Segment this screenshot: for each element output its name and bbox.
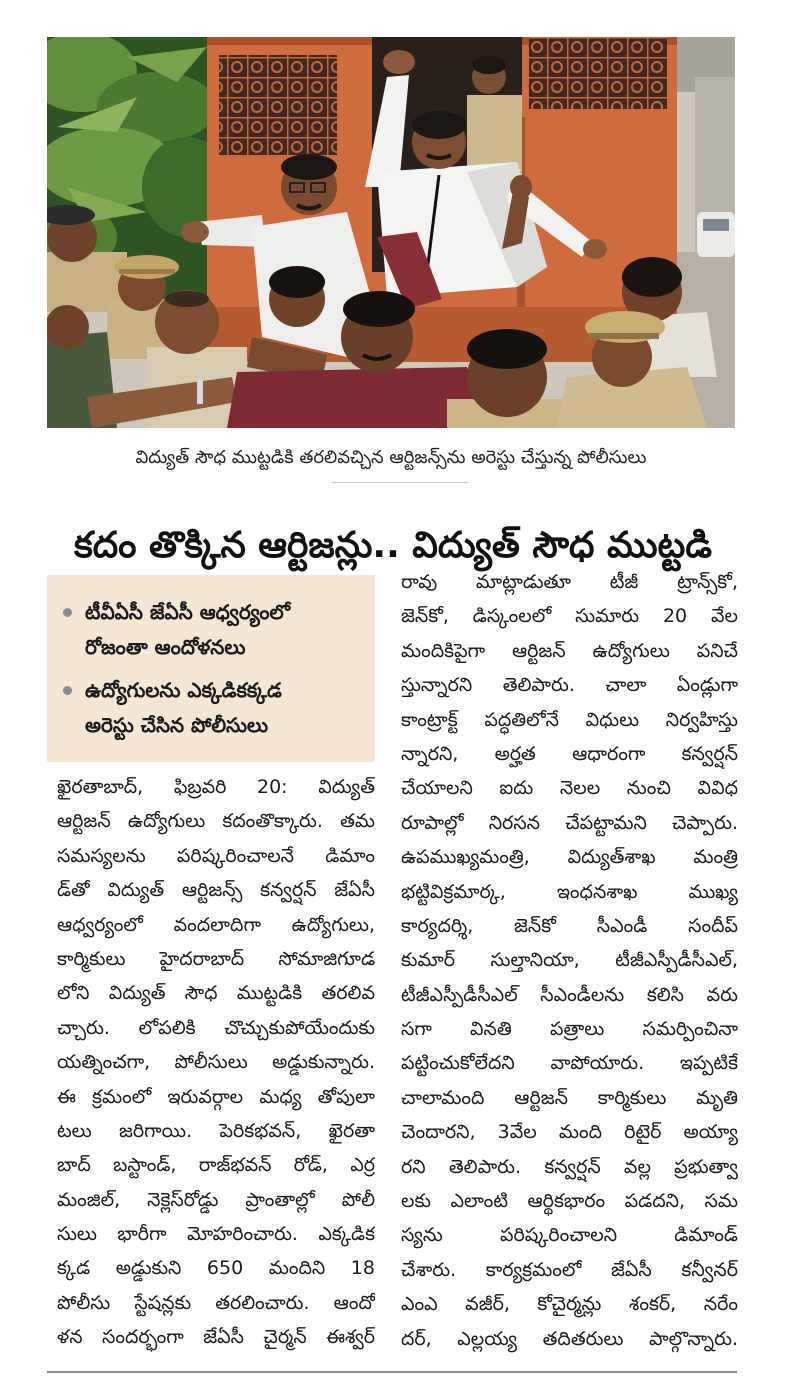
body-line: జెన్‌కో, డిస్కంలలో సుమారు 20 వేల [401,605,738,628]
body-line: ఎంఎ వజీర్, కోచైర్మన్లు శంకర్, నరేం [401,1293,738,1316]
body-line: క్కడ అడ్డుకుని 650 మందిని 18 [57,1257,375,1280]
body-line: ఈ క్రమంలో ఇరువర్గాల మధ్య తోపులా [57,1085,375,1108]
body-line: భట్టివిక్రమార్క, ఇంధనశాఖ ముఖ్య [401,880,738,903]
body-line: టలు జరిగాయి. పెరికభవన్, ఖైరతా [57,1119,375,1142]
body-line: సులు భారీగా మోహరించారు. ఎక్కడిక [57,1223,375,1246]
article-column-left [57,770,375,1355]
body-line: స్యను పరిష్కరించాలని డిమాండ్ [401,1224,738,1247]
body-line: చెందారని, 3వేల మంది రిటైర్ అయ్యా [401,1121,738,1144]
highlight-line: ఉద్యోగులను ఎక్కడికక్కడ [85,678,282,702]
body-line: పోలీసు స్టేషన్లకు తరలించారు. ఆందో [57,1291,375,1314]
highlights-box [47,575,375,762]
body-line: టీజీఎస్పీడీసీఎల్ సీఎండీలను కలిసి వరు [401,983,738,1006]
body-line: మందికిపైగా ఆర్టిజన్ ఉద్యోగులు పనిచే [401,639,738,662]
body-line: సమస్యలను పరిష్కరించాలనే డిమాం [57,844,375,867]
headline: కదం తొక్కిన ఆర్టిజన్లు.. విద్యుత్ సౌధ ముట్టడి [74,525,712,567]
photo-illustration [47,37,735,428]
body-line: న్నారని, అర్హత ఆధారంగా కన్వర్షన్ [401,742,738,765]
body-line: పట్టించుకోలేదని వాపోయారు. ఇప్పటికే [401,1052,738,1075]
body-line: కుమార్ సుల్తానియా, టీజీఎస్పీడీసీఎల్, [401,949,738,972]
body-line: కాంట్రాక్ట్ పద్ధతిలోనే విధులు నిర్వహిస్తు [401,708,738,731]
body-line: లోని విద్యుత్ సౌధ ముట్టడికి తరలివ [57,982,375,1005]
highlight-item [47,673,367,743]
news-photo [47,37,735,428]
highlight-line: అరెస్టు చేసిన పోలీసులు [85,713,269,737]
body-line: బాద్ బస్టాండ్, రాజ్‌భవన్ రోడ్, ఎర్ర [57,1154,375,1177]
body-line: రావు మాట్లాడుతూ టీజీ ట్రాన్స్‌కో, [401,571,738,593]
body-line: చేశారు. కార్యక్రమంలో జేఏసీ కన్వీనర్ [401,1258,738,1281]
body-line: ళన సందర్భంగా జేఏసీ చైర్మన్ ఈశ్వర్ [57,1326,375,1349]
highlight-item [47,595,367,665]
photo-caption: విద్యుత్ సౌధ ముట్టడికి తరలివచ్చిన ఆర్టిజన్స్‌ను అరెస్టు చేస్తున్న పోలీసులు [135,447,647,468]
body-line: ఖైరతాబాద్, ఫిబ్రవరి 20: విద్యుత్ [57,776,375,798]
body-line: దర్, ఎల్లయ్య తదితరులు పాల్గొన్నారు. [401,1327,738,1350]
bullet-dot-icon [63,686,72,695]
body-line: సగా వినతి పత్రాలు సమర్పించినా [401,1018,738,1041]
body-line: మంజిల్, నెక్లెస్‌రోడ్డు ప్రాంతాల్లో పోలీ [57,1188,375,1211]
body-line: చేయాలని ఐదు నెలల నుంచి వివిధ [401,777,738,800]
body-line: కార్యదర్శి, జెన్‌కో సీఎండీ సందీప్ [401,914,738,937]
body-line: చాలామంది ఆర్టిజన్ కార్మికులు మృతి [401,1086,738,1109]
article-column-right [401,565,738,1356]
body-line: రూపాల్లో నిరసన చేపట్టామని చెప్పారు. [401,811,738,834]
body-line: స్తున్నారని తెలిపారు. చాలా ఏండ్లుగా [401,674,738,697]
highlight-line: రోజంతా ఆందోళనలు [85,635,246,659]
body-line: చ్చారు. లోపలికి చొచ్చుకుపోయేందుకు [57,1016,375,1039]
body-line: ఆధ్వర్యంలో వందలాదిగా ఉద్యోగులు, [57,913,375,936]
highlight-line: టీవీఏసీ జేఏసీ ఆధ్వర్యంలో [85,600,291,624]
person [269,266,325,327]
body-line: యత్నించగా, పోలీసులు అడ్డుకున్నారు. [57,1051,375,1074]
body-line: ఉపముఖ్యమంత్రి, విద్యుత్‌శాఖ మంత్రి [401,846,738,869]
body-line: డ్‌తో విద్యుత్ ఆర్టిజన్స్ కన్వర్షన్ జేఏసీ [57,879,375,902]
body-line: రని తెలిపారు. కన్వర్షన్ వల్ల ప్రభుత్వా [401,1155,738,1178]
body-line: లకు ఎలాంటి ఆర్థికభారం పడదని, సమ [401,1190,738,1213]
body-line: ఆర్టిజన్ ఉద్యోగులు కదంతొక్కారు. తమ [57,810,375,833]
bottom-rule [47,1371,737,1373]
body-line: కార్మికులు హైదరాబాద్ సోమాజిగూడ [57,947,375,970]
caption-divider [332,482,468,483]
bullet-dot-icon [63,608,72,617]
